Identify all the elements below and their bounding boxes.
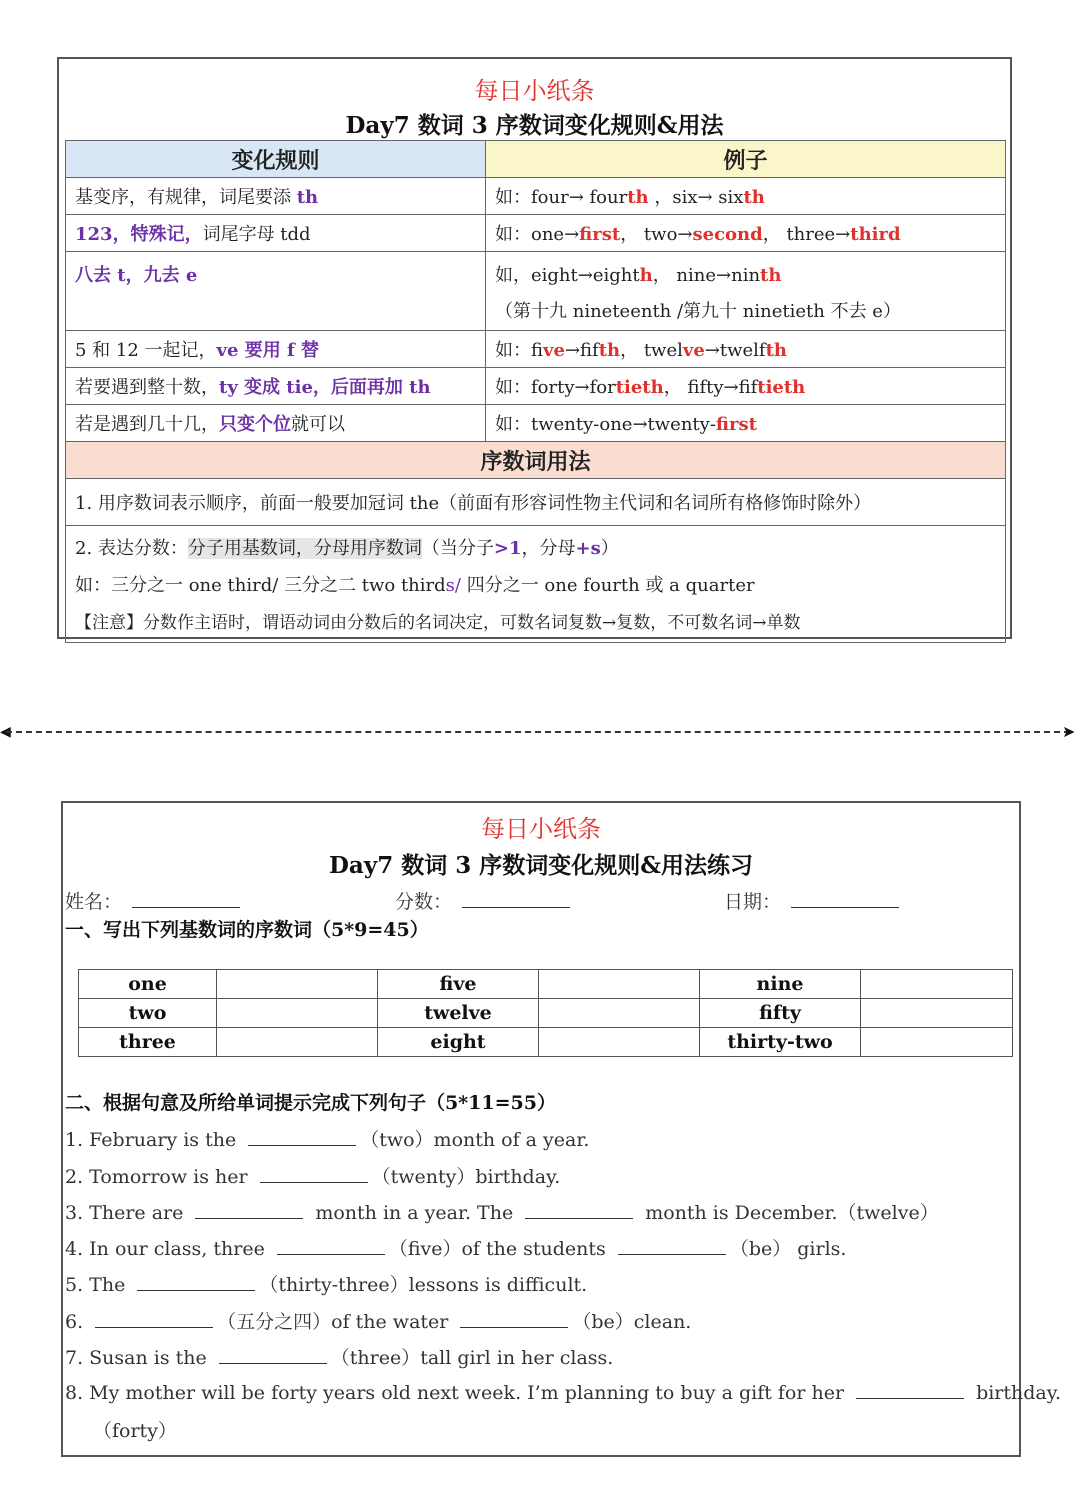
name-field[interactable]: 姓名： <box>65 887 240 914</box>
rules-sheet <box>57 57 1012 639</box>
word-cell: twelve <box>378 999 539 1028</box>
example-cell: 如，eight→eighth， nine→ninth （第十九 nineteenth /第九十 ninetieth 不去 e） <box>486 252 1006 331</box>
answer-cell[interactable] <box>861 1028 1013 1057</box>
section-2-title: 二、根据句意及所给单词提示完成下列句子（5*11=55） <box>65 1092 556 1114</box>
answer-blank[interactable] <box>248 1127 356 1146</box>
table-row <box>79 1028 1013 1057</box>
example-cell: 如：forty→fortieth， fifty→fiftieth <box>486 368 1006 405</box>
answer-cell[interactable] <box>861 970 1013 999</box>
dashed-divider <box>6 731 1070 733</box>
exercise-sheet <box>61 801 1061 1457</box>
answer-cell[interactable] <box>539 1028 700 1057</box>
answer-cell[interactable] <box>861 999 1013 1028</box>
question-8: 8. My mother will be forty years old next week. I’m planning to buy a gift for her birthday. <box>65 1382 1061 1404</box>
answer-blank[interactable] <box>856 1380 964 1399</box>
rule-cell: 若要遇到整十数，ty 变成 tie，后面再加 th <box>66 368 486 405</box>
word-cell: fifty <box>700 999 861 1028</box>
arrow-right-icon: ➤ <box>1062 722 1076 741</box>
word-cell: two <box>79 999 217 1028</box>
rules-table <box>65 140 1006 643</box>
rule-row <box>66 331 1006 368</box>
word-cell: thirty-two <box>700 1028 861 1057</box>
usage-header: 序数词用法 <box>66 442 1006 479</box>
answer-blank[interactable] <box>618 1236 726 1255</box>
answer-blank[interactable] <box>219 1345 327 1364</box>
brand-title: 每日小纸条 <box>481 815 601 843</box>
example-cell: 如：one→first， two→second， three→third <box>486 215 1006 252</box>
word-cell: nine <box>700 970 861 999</box>
answer-cell[interactable] <box>217 970 378 999</box>
table-row <box>79 970 1013 999</box>
arrow-left-icon: ◀ <box>0 724 11 740</box>
question-5: 5. The （thirty-three）lessons is difficult. <box>65 1274 588 1296</box>
score-field[interactable]: 分数： <box>395 887 570 914</box>
date-field[interactable]: 日期： <box>724 887 899 914</box>
rule-row <box>66 405 1006 442</box>
example-cell: 如：twenty-one→twenty-first <box>486 405 1006 442</box>
answer-blank[interactable] <box>525 1200 633 1219</box>
example-cell: 如：five→fifth， twelve→twelfth <box>486 331 1006 368</box>
answer-blank[interactable] <box>260 1164 368 1183</box>
usage-item-1: 1. 用序数词表示顺序，前面一般要加冠词 the（前面有形容词性物主代词和名词所有格修饰时除外） <box>66 479 1006 526</box>
answer-cell[interactable] <box>539 970 700 999</box>
answer-blank[interactable] <box>277 1236 385 1255</box>
page-title: Day7 数词 3 序数词变化规则&用法 <box>345 112 724 139</box>
rule-row <box>66 178 1006 215</box>
section-1-title: 一、写出下列基数词的序数词（5*9=45） <box>65 919 429 941</box>
answer-blank[interactable] <box>195 1200 303 1219</box>
rule-row <box>66 368 1006 405</box>
brand-title: 每日小纸条 <box>474 77 595 105</box>
question-4: 4. In our class, three （five）of the students （be） girls. <box>65 1238 847 1260</box>
usage-item-2: 2. 表达分数：分子用基数词，分母用序数词（当分子>1，分母+s） 如：三分之一 one third/ 三分之二 two thirds/ 四分之一 one fourth 或 a quarter 【注意】分数作主语时，谓语动词由分数后的名词决定，可数名词复数→复数，不可数名词→单数 <box>66 526 1006 643</box>
word-cell: five <box>378 970 539 999</box>
question-2: 2. Tomorrow is her （twenty）birthday. <box>65 1166 561 1188</box>
rule-row <box>66 215 1006 252</box>
example-cell: 如：four→ fourth ，six→ sixth <box>486 178 1006 215</box>
table-row <box>79 999 1013 1028</box>
exercise-title: Day7 数词 3 序数词变化规则&用法练习 <box>328 852 753 879</box>
question-8-hint: （forty） <box>93 1420 177 1442</box>
rule-cell: 5 和 12 一起记，ve 要用 f 替 <box>66 331 486 368</box>
ordinal-table <box>78 969 1013 1057</box>
word-cell: three <box>79 1028 217 1057</box>
header-example: 例子 <box>486 141 1006 178</box>
rule-cell: 基变序，有规律，词尾要添 th <box>66 178 486 215</box>
header-rule: 变化规则 <box>66 141 486 178</box>
answer-blank[interactable] <box>137 1272 255 1291</box>
question-1: 1. February is the （two）month of a year. <box>65 1129 590 1151</box>
answer-cell[interactable] <box>217 1028 378 1057</box>
question-6: 6. （五分之四）of the water （be）clean. <box>65 1311 692 1333</box>
question-3: 3. There are month in a year. The month is December.（twelve） <box>65 1202 939 1224</box>
answer-blank[interactable] <box>95 1309 213 1328</box>
rule-cell: 若是遇到几十几，只变个位就可以 <box>66 405 486 442</box>
answer-blank[interactable] <box>460 1309 568 1328</box>
word-cell: one <box>79 970 217 999</box>
rule-cell: 八去 t，九去 e <box>66 252 486 331</box>
word-cell: eight <box>378 1028 539 1057</box>
question-7: 7. Susan is the （three）tall girl in her class. <box>65 1347 614 1369</box>
answer-cell[interactable] <box>539 999 700 1028</box>
rule-row <box>66 252 1006 331</box>
rule-cell: 123，特殊记，词尾字母 tdd <box>66 215 486 252</box>
answer-cell[interactable] <box>217 999 378 1028</box>
